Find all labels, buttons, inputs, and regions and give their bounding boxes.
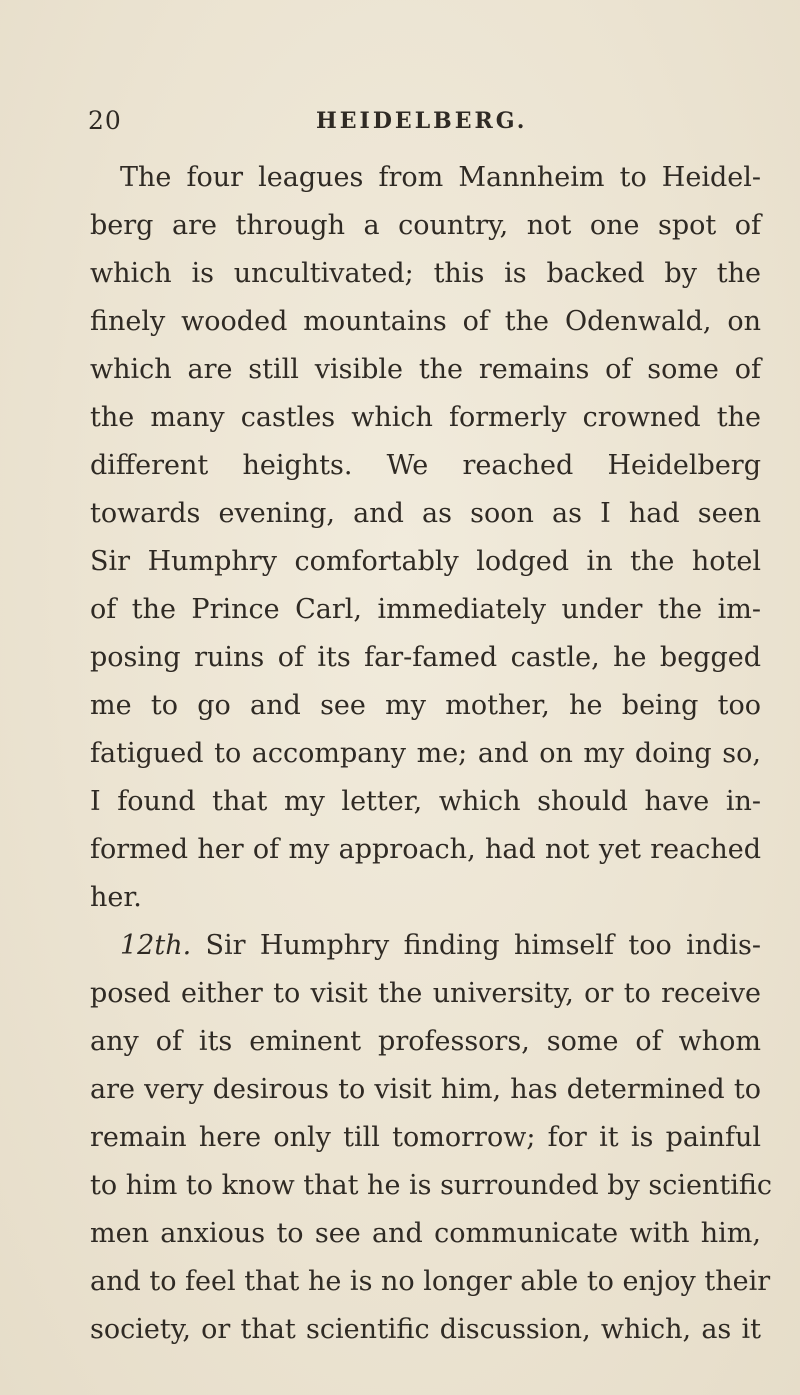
text-line: fatigued to accompany me; and on my doing so, xyxy=(90,738,761,769)
text-line: finely wooded mountains of the Odenwald, on xyxy=(90,306,761,337)
text-line: me to go and see my mother, he being too xyxy=(90,690,761,721)
text-line: Sir Humphry finding himself too indis- xyxy=(205,930,761,961)
text-line: and to feel that he is no longer able to enjoy their xyxy=(90,1266,771,1297)
text-line: her. xyxy=(90,882,142,913)
text-line: The four leagues from Mannheim to Heidel- xyxy=(120,162,761,193)
text-line: towards evening, and as soon as I had seen xyxy=(90,498,761,529)
text-line: posing ruins of its far-famed castle, he begged xyxy=(90,642,761,673)
page-header xyxy=(0,106,800,146)
text-line: which are still visible the remains of some of xyxy=(90,354,761,385)
running-title: HEIDELBERG. xyxy=(316,108,528,134)
text-line: of the Prince Carl, immediately under the im- xyxy=(90,594,761,625)
entry-date: 12th. xyxy=(120,930,192,961)
text-line: the many castles which formerly crowned the xyxy=(90,402,761,433)
text-line: men anxious to see and communicate with him, xyxy=(90,1218,761,1249)
text-line: which is uncultivated; this is backed by the xyxy=(90,258,761,289)
text-line: berg are through a country, not one spot of xyxy=(90,210,761,241)
page-number: 20 xyxy=(88,106,122,135)
text-line: remain here only till tomorrow; for it is painful xyxy=(90,1122,761,1153)
text-line: formed her of my approach, had not yet reached xyxy=(90,834,761,865)
text-line: society, or that scientific discussion, which, as it xyxy=(90,1314,761,1345)
text-line: Sir Humphry comfortably lodged in the hotel xyxy=(90,546,761,577)
text-line: posed either to visit the university, or to receive xyxy=(90,978,761,1009)
text-line: different heights. We reached Heidelberg xyxy=(90,450,761,481)
text-line: to him to know that he is surrounded by scientific xyxy=(90,1170,773,1201)
text-line: any of its eminent professors, some of whom xyxy=(90,1026,761,1057)
dated-paragraph-line xyxy=(120,922,761,970)
text-line: I found that my letter, which should have in- xyxy=(90,786,761,817)
text-line: are very desirous to visit him, has determined to xyxy=(90,1074,761,1105)
